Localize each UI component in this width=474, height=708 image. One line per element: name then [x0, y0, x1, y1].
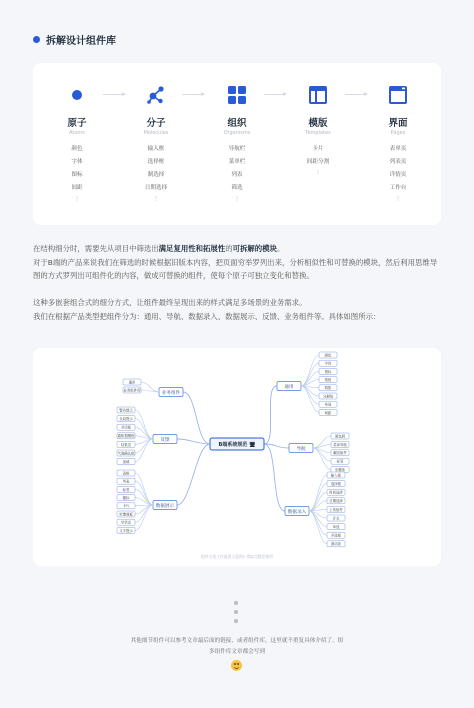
column-name: 界面: [388, 118, 408, 129]
column-item: 日期选择: [144, 185, 168, 191]
leaf-label: 选择框: [330, 482, 342, 486]
column-name: 分子: [146, 118, 166, 129]
item-connector: [135, 473, 153, 505]
mindmap-caption: 组件分类工作流图示意图1 拿取完整思维图: [201, 554, 273, 559]
smile-emoji-icon: [231, 660, 242, 671]
leaf-label: 字体: [324, 361, 332, 366]
column-item: 菜单栏: [228, 159, 246, 165]
column-item: 工作台: [389, 185, 407, 191]
dot-icon: [234, 619, 238, 623]
column-en: Molecules: [143, 130, 169, 136]
leaf-label: 通知提醒框: [117, 434, 135, 439]
mindmap-diagram: [33, 348, 441, 566]
item-connector: [141, 382, 159, 392]
section-title: 拆解设计组件库: [46, 36, 116, 47]
column-item: 间距: [71, 185, 83, 191]
continuation-dots: [234, 601, 239, 628]
item-connector: [135, 439, 153, 462]
column-item: 图标: [71, 172, 83, 178]
leaf-label: 单选: [332, 525, 340, 529]
leaf-label: 业务组件库: [123, 388, 141, 393]
column-item: 筛选: [231, 185, 243, 191]
column-en: Atoms: [69, 130, 85, 136]
section-header: [33, 32, 116, 47]
item-connector: [301, 355, 319, 386]
column-item: 详情页: [389, 172, 407, 178]
more-dots: ⋮: [153, 196, 159, 202]
leaf-label: 阴影: [324, 386, 332, 391]
leaf-label: 通用: [128, 380, 136, 385]
item-connector: [309, 484, 327, 511]
leaf-label: 空状态: [120, 520, 132, 525]
leaf-label: 分割线: [322, 394, 334, 399]
item-connector: [135, 410, 153, 439]
molecule-icon: [146, 85, 166, 105]
item-connector: [301, 386, 319, 404]
column-item: 表单页: [389, 146, 407, 152]
branch-label: 数据展示: [155, 503, 175, 509]
footer-line: 其他细节组件可以参考文章最后面的链接，或者组件库，这里就不重复具体介绍了，组: [130, 638, 344, 644]
column-name: 模版: [308, 118, 328, 129]
item-connector: [301, 371, 319, 386]
item-connector: [135, 489, 153, 505]
column-item: 间距分割: [306, 159, 330, 165]
paragraph-intro: [33, 242, 453, 283]
paragraph-text: 我们在根据产品类型把组件分为：通用、导航、数据录入、数据展示、反馈、业务组件等。具体如图所示：: [33, 311, 381, 321]
leaf-label: 步骤条: [334, 468, 346, 472]
column-item: 制选择: [147, 172, 165, 178]
branch-label: 数据录入: [287, 509, 307, 515]
leaf-label: 图标: [324, 369, 332, 374]
branch-connector: [264, 386, 277, 444]
arrow-icon: [345, 94, 367, 95]
mindmap-card: [33, 348, 441, 566]
item-connector: [135, 505, 153, 530]
leaf-label: 文字提示: [119, 528, 133, 533]
paragraph-categories: [33, 296, 453, 323]
leaf-label: 翻页组件: [333, 451, 347, 456]
column-item: 颜色: [71, 146, 83, 152]
leaf-label: 上传组件: [329, 507, 343, 512]
bullet-dot-icon: [33, 36, 40, 43]
branch-connector: [177, 444, 210, 505]
leaf-label: 按钮: [324, 378, 332, 382]
layout-icon: [308, 85, 328, 105]
branch-connector: [183, 392, 210, 444]
window-icon: [388, 85, 408, 105]
column-item: 列表: [231, 172, 243, 178]
column-item: 选择框: [147, 159, 165, 165]
text-bold: 满足复用性和拓展性: [158, 244, 226, 253]
leaf-label: 滑动条: [330, 542, 342, 547]
column-item: 字体: [71, 159, 83, 165]
leaf-label: 输入框: [330, 473, 342, 478]
grid-icon: [227, 85, 247, 105]
paragraph-text: 对于B端的产品来说我们在筛选的时候根据旧版本内容，把页面穷举罗列出来，分析相似性和可替换的模块，然后利用思维导图的方式罗列出可组件化的内容，做成可替换的组件，使每个原子可独立变化和替换。: [33, 257, 438, 280]
leaf-label: 多选框: [330, 533, 342, 538]
branch-label: 导航: [296, 446, 306, 452]
column-item: 卡片: [312, 146, 324, 152]
leaf-label: 折叠面板: [119, 512, 133, 517]
leaf-label: 菜单导航: [333, 442, 347, 447]
column-item: 列表页: [389, 159, 407, 165]
leaf-label: 结果页: [120, 442, 132, 447]
text-plain: 在结构细分时，需要先从项目中筛选出: [33, 244, 159, 253]
footer-note: [110, 636, 364, 658]
branch-connector: [264, 444, 285, 511]
arrow-icon: [182, 94, 204, 95]
leaf-label: 面包屑: [334, 434, 346, 439]
leaf-label: 布局: [324, 402, 332, 407]
paragraph-text: 这种多嵌套组合式的细分方式，让组件最终呈现出来的样式满足多场景的业务需求。: [33, 298, 307, 307]
item-connector: [309, 511, 327, 527]
branch-label: 反馈: [160, 437, 170, 443]
branch-label: 业务组件: [161, 390, 181, 396]
leaf-label: 警告提示: [119, 408, 133, 413]
dot-icon: [234, 601, 238, 605]
more-dots: ⋮: [315, 170, 321, 176]
column-item: 导航栏: [228, 146, 246, 152]
item-connector: [309, 511, 327, 544]
leaf-label: 对话框: [120, 425, 132, 430]
leaf-label: 时间选择: [329, 490, 343, 495]
column-item: 输入框: [147, 146, 165, 152]
text-plain: 的: [225, 244, 233, 253]
text-bold: 可拆解的模块: [232, 244, 277, 253]
leaf-label: 全局提示: [119, 417, 133, 421]
leaf-label: 标签: [122, 487, 130, 492]
item-connector: [141, 390, 159, 392]
leaf-label: 间距: [324, 410, 332, 415]
more-dots: ⋮: [74, 196, 80, 202]
leaf-label: 气泡确认框: [117, 451, 135, 456]
leaf-label: 加载: [122, 460, 130, 464]
column-name: 原子: [67, 118, 87, 129]
leaf-label: 颜色: [324, 353, 332, 358]
branch-label: 通用: [284, 384, 294, 390]
column-name: 组织: [227, 118, 247, 129]
leaf-label: 开关: [332, 516, 340, 521]
more-dots: ⋮: [395, 196, 401, 202]
leaf-label: 日期选择: [329, 499, 343, 504]
column-en: Organisms: [223, 130, 251, 136]
dot-icon: [234, 610, 238, 614]
text-plain: 。: [276, 244, 285, 253]
atomic-design-card: [33, 63, 441, 225]
arrow-icon: [103, 94, 125, 95]
column-en: Pages: [390, 130, 406, 136]
atom-icon: [67, 85, 87, 105]
leaf-label: 列表: [122, 479, 130, 484]
item-connector: [301, 386, 319, 412]
leaf-label: 表格: [122, 471, 130, 476]
leaf-label: 卡片: [122, 504, 130, 509]
item-connector: [313, 448, 331, 470]
center-label: B端系统规范 🖥: [218, 442, 256, 448]
leaf-label: 标签: [336, 459, 344, 464]
footer-line: 多组件库文章都会写到: [209, 649, 265, 655]
leaf-label: 徽标: [122, 496, 130, 500]
column-en: Templates: [305, 130, 331, 136]
arrow-icon: [264, 94, 286, 95]
more-dots: ⋮: [234, 196, 240, 202]
